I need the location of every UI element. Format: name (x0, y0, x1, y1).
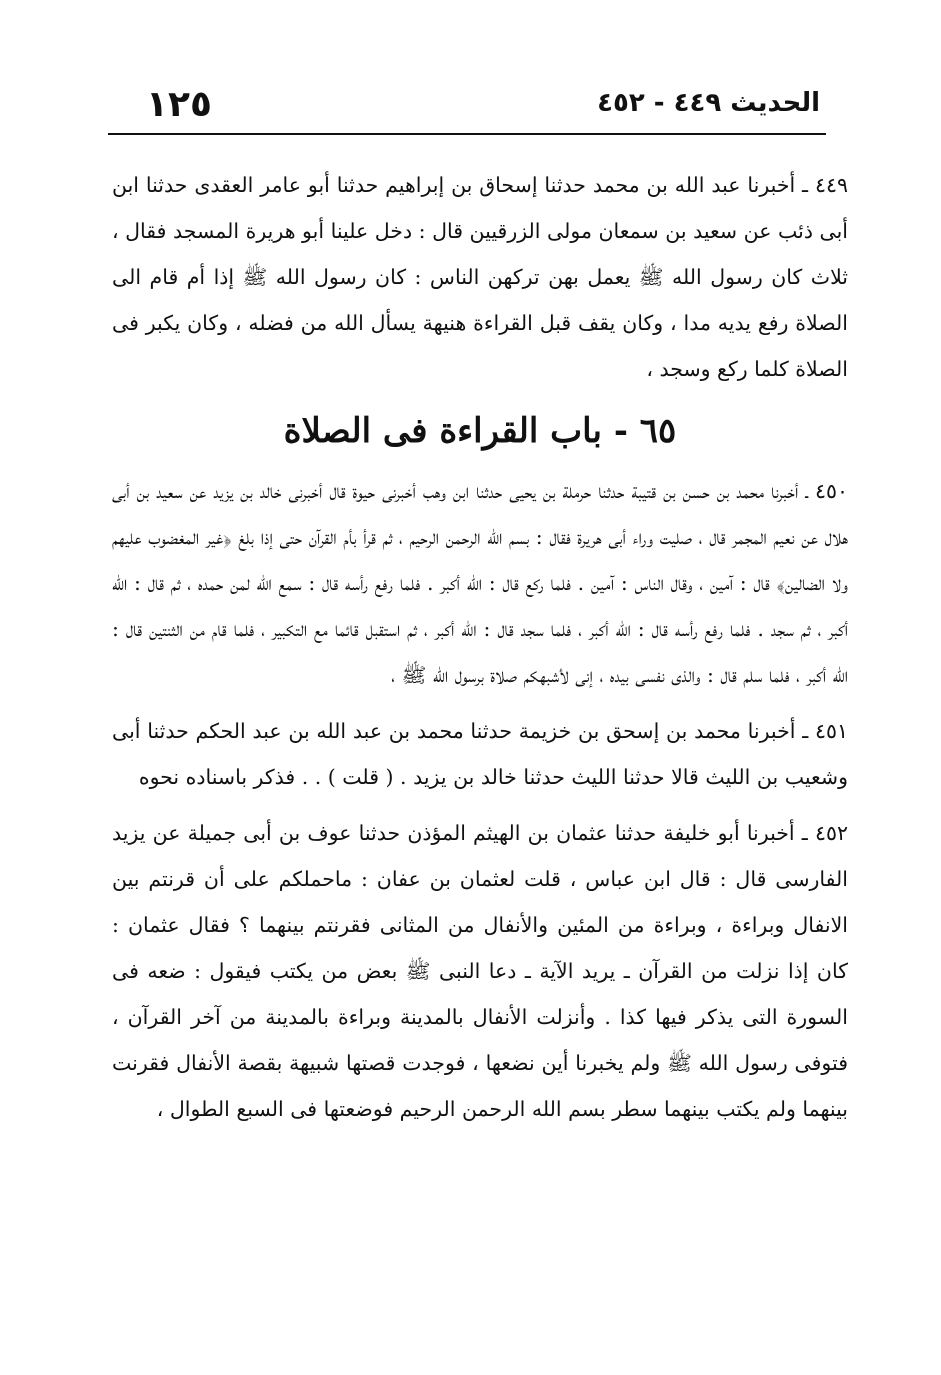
chapter-heading: ٦٥ - باب القراءة فى الصلاة (283, 411, 677, 451)
running-header-title: الحديث ٤٤٩ - ٤٥٢ (597, 88, 820, 118)
header-rule (108, 133, 826, 135)
hadith-452: ٤٥٢ ـ أخبرنا أبو خليفة حدثنا عثمان بن الهيثم المؤذن حدثنا عوف بن أبى جميلة عن يزيد الفارسى قال : قال ابن عباس ، قلت لعثمان بن عفان : ماحملكم على أن قرنتم بين الانفال وبراءة ، وبراءة من المئين والأنفال من المثانى فقرنتم بينهما ؟ فقال عثمان : كان إذا نزلت من القرآن ـ يريد الآية ـ دعا النبى ﷺ بعض من يكتب فيقول : ضعه فى السورة التى يذكر فيها كذا . وأنزلت الأنفال بالمدينة وبراءة بالمدينة من آخر القرآن ، فتوفى رسول الله ﷺ ولم يخبرنا أين نضعها ، فوجدت قصتها شبيهة بقصة الأنفال فقرنت بينهما ولم يكتب بينهما سطر بسم الله الرحمن الرحيم فوضعتها فى السبع الطوال ، (112, 821, 848, 1121)
page-number: ١٢٥ (146, 84, 212, 125)
page-body (112, 162, 848, 1132)
hadith-451: ٤٥١ ـ أخبرنا محمد بن إسحق بن خزيمة حدثنا محمد بن عبد الله بن عبد الحكم حدثنا أبى وشعيب بن الليث قالا حدثنا الليث حدثنا خالد بن يزيد . ( قلت ) . . فذكر باسناده نحوه (112, 719, 848, 789)
page-header (108, 84, 820, 128)
hadith-449: ٤٤٩ ـ أخبرنا عبد الله بن محمد حدثنا إسحاق بن إبراهيم حدثنا أبو عامر العقدى حدثنا ابن أبى ذئب عن سعيد بن سمعان مولى الزرقيين قال : دخل علينا أبو هريرة المسجد فقال ، ثلاث كان رسول الله ﷺ يعمل بهن تركهن الناس : كان رسول الله ﷺ إذا أم قام الى الصلاة رفع يديه مدا ، وكان يقف قبل القراءة هنيهة يسأل الله من فضله ، وكان يكبر فى الصلاة كلما ركع وسجد ، (112, 173, 848, 381)
hadith-450: ٤٥٠ ـ أخبرنا محمد بن حسن بن قتيبة حدثنا حرملة بن يحيى حدثنا ابن وهب أخبرنى حيوة قال أخبرنى خالد بن يزيد عن سعيد بن أبى هلال عن نعيم المجمر قال ، صليت وراء أبى هريرة فقال : بسم الله الرحمن الرحيم ، ثم قرأ بأم القرآن حتى إذا بلغ ﴿غير المغضوب عليهم ولا الضالين﴾ قال : آمين ، وقال الناس : آمين . فلما ركع قال : الله أكبر . فلما رفع رأسه قال : سمع الله لمن حمده ، ثم قال : الله أكبر ، ثم سجد . فلما رفع رأسه قال : الله أكبر ، فلما سجد قال : الله أكبر ، ثم استقبل قائما مع التكبير ، فلما قام من الثنتين قال : الله أكبر ، فلما سلم قال : والذى نفسى بيده ، إنى لأشبهكم صلاة برسول الله ﷺ ، (112, 479, 848, 687)
